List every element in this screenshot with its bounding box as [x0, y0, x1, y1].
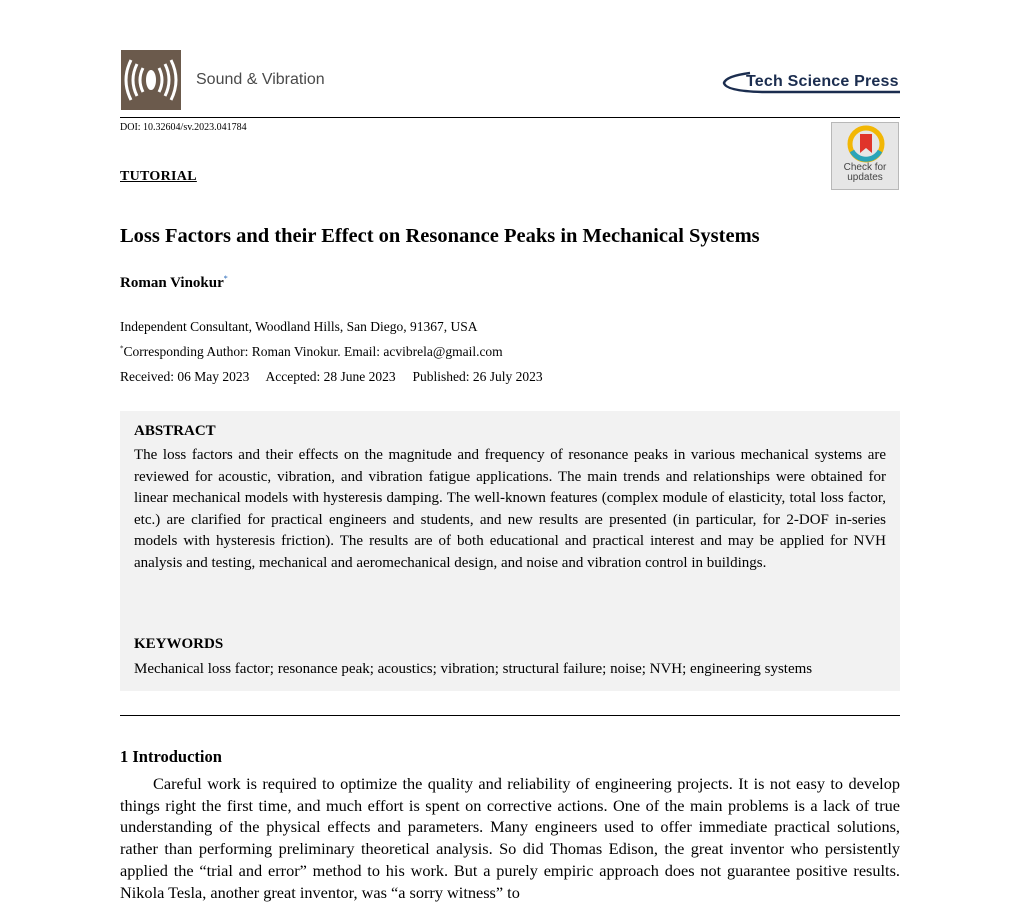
sound-waves-icon: [121, 50, 181, 110]
journal-logo: [121, 50, 181, 110]
author-footnote-mark[interactable]: *: [223, 274, 228, 283]
article-title: Loss Factors and their Effect on Resonance Peaks in Mechanical Systems: [120, 225, 760, 247]
corresponding-author: *Corresponding Author: Roman Vinokur. Email: acvibrela@gmail.com: [120, 344, 503, 359]
published-date: Published: 26 July 2023: [412, 369, 543, 384]
doi[interactable]: DOI: 10.32604/sv.2023.041784: [120, 122, 247, 133]
bookmark-ring-icon: [832, 123, 900, 167]
check-for-updates-label: Check for updates: [843, 162, 887, 183]
introduction-text: Careful work is required to optimize the quality and reliability of engineering projects. It is not easy to develop things right the first time, and much effort is spent on corrective actions. One of the main problems is a lack of true understanding of the physical effects and parameters. Many engineers used to offer immediate practical solutions, rather than performing preliminary theoretical analysis. So did Thomas Edison, the great inventor who persistently applied the “trial and error” method to his work. But a purely empiric approach does not guarantee positive results. Nikola Tesla, another great inventor, was “a sorry witness” to: [120, 774, 900, 902]
dates: [120, 369, 543, 385]
abstract-box: [120, 411, 900, 691]
author-name[interactable]: Roman Vinokur*: [120, 274, 228, 291]
article-type: TUTORIAL: [120, 169, 197, 184]
journal-name: Sound & Vibration: [196, 71, 325, 88]
section-rule: [120, 715, 900, 716]
affiliation: Independent Consultant, Woodland Hills, San Diego, 91367, USA: [120, 319, 478, 334]
header-rule: [120, 117, 900, 118]
keywords-text: Mechanical loss factor; resonance peak; acoustics; vibration; structural failure; noise; NVH; engineering systems: [134, 661, 813, 677]
abstract-text: The loss factors and their effects on the magnitude and frequency of resonance peaks in various mechanical systems are reviewed for acoustic, vibration, and vibration fatigue applications. The main trends and relationships were obtained for linear mechanical models with hysteresis damping. The well-known features (complex module of elasticity, total loss factor, etc.) are clarified for practical engineers and students, and new results are presented (in particular, for 2-DOF in-series models with hysteresis friction). The results are of both educational and practical interest and may be applied for NVH analysis and testing, mechanical and aeromechanical design, and noise and vibration control in buildings.: [134, 447, 886, 571]
keywords-heading: KEYWORDS: [134, 636, 224, 652]
abstract-heading: ABSTRACT: [134, 423, 216, 439]
introduction-heading: 1 Introduction: [120, 747, 222, 766]
publisher-name: Tech Science Press: [746, 73, 899, 90]
received-date: Received: 06 May 2023: [120, 369, 250, 384]
accepted-date: Accepted: 28 June 2023: [265, 369, 396, 384]
